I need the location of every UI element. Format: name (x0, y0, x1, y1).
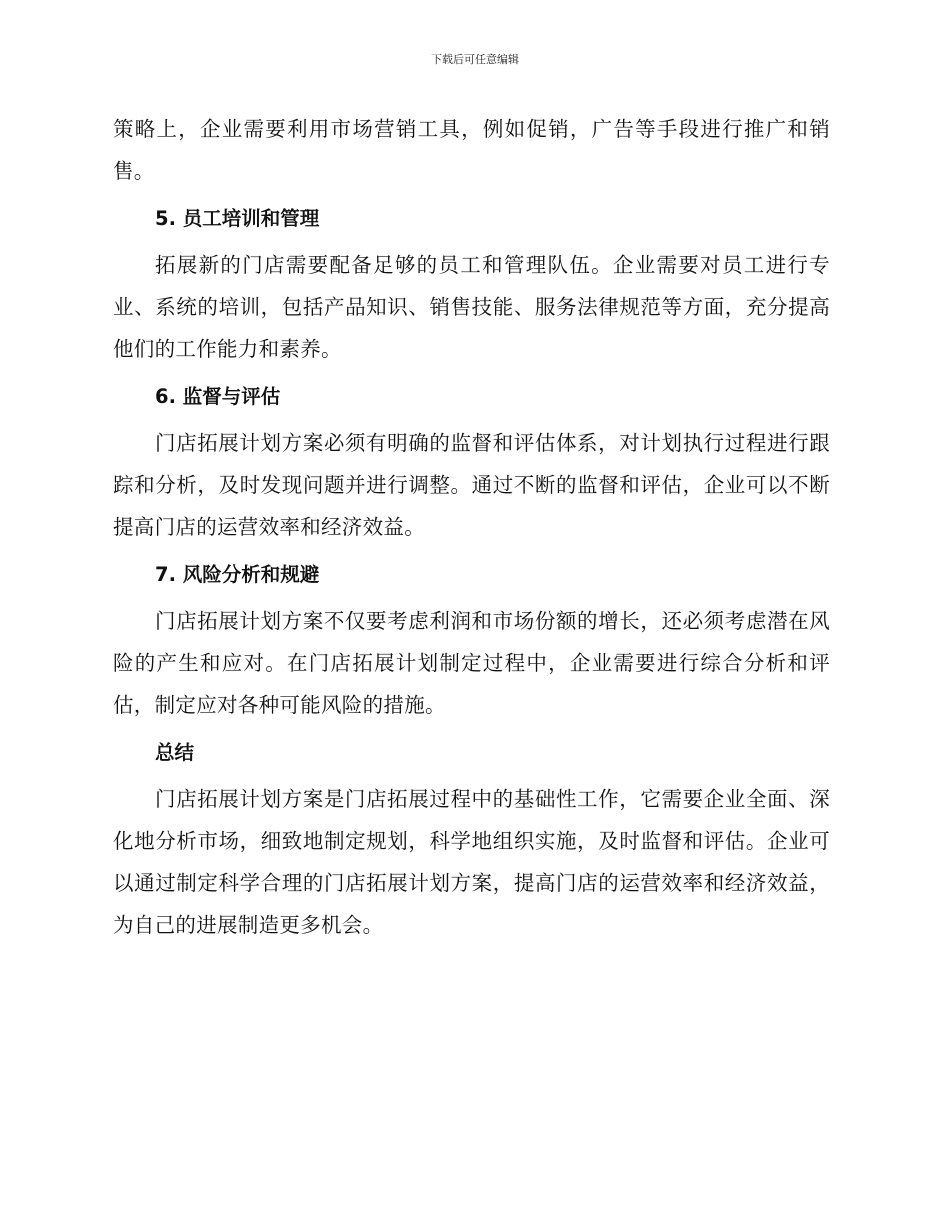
page-header: 下载后可任意编辑 (431, 53, 519, 66)
paragraph-risk: 门店拓展计划方案不仅要考虑利润和市场份额的增长，还必须考虑潜在风险的产生和应对。在门店拓展计划制定过程中，企业需要进行综合分析和评估，制定应对各种可能风险的措施。 (113, 609, 830, 717)
paragraph-staff-training: 拓展新的门店需要配备足够的员工和管理队伍。企业需要对员工进行专业、系统的培训，包括产品知识、销售技能、服务法律规范等方面，充分提高他们的工作能力和素养。 (113, 253, 830, 361)
section-heading-staff-training: 5. 员工培训和管理 (155, 207, 320, 230)
document-body (113, 108, 830, 946)
paragraph-supervision: 门店拓展计划方案必须有明确的监督和评估体系，对计划执行过程进行跟踪和分析，及时发现问题并进行调整。通过不断的监督和评估，企业可以不断提高门店的运营效率和经济效益。 (113, 431, 830, 539)
section-heading-summary: 总结 (155, 741, 195, 764)
paragraph-summary: 门店拓展计划方案是门店拓展过程中的基础性工作，它需要企业全面、深化地分析市场，细致地制定规划，科学地组织实施，及时监督和评估。企业可以通过制定科学合理的门店拓展计划方案，提高门店的运营效率和经济效益，为自己的进展制造更多机会。 (113, 787, 830, 937)
section-heading-risk: 7. 风险分析和规避 (155, 563, 320, 586)
paragraph-continuation: 策略上，企业需要利用市场营销工具，例如促销，广告等手段进行推广和销售。 (113, 117, 830, 183)
section-heading-supervision: 6. 监督与评估 (155, 385, 281, 408)
